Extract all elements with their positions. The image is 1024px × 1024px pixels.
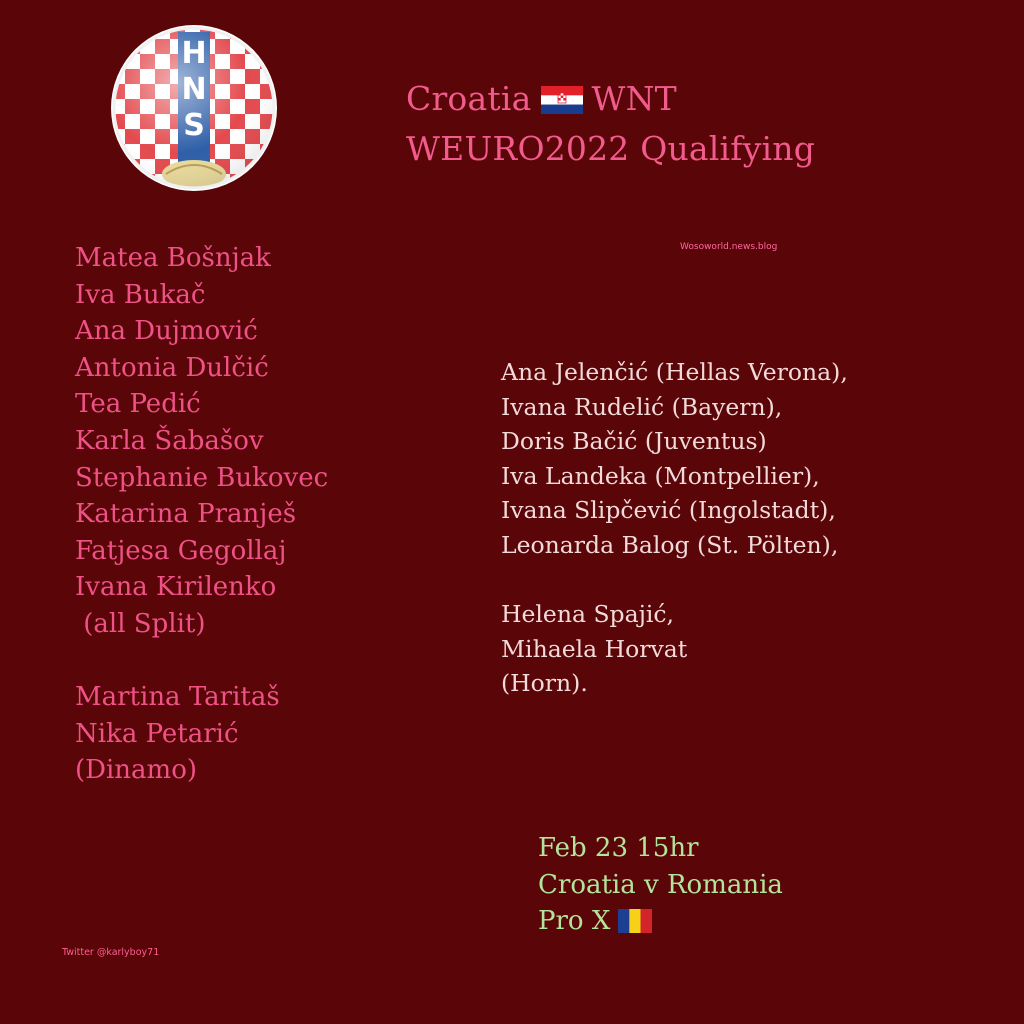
list-item: Ana Dujmović bbox=[75, 316, 258, 347]
list-item: Iva Landeka (Montpellier), bbox=[501, 461, 820, 490]
list-item: Katarina Pranješ bbox=[75, 499, 297, 530]
list-item: Ivana Slipčević (Ingolstadt), bbox=[501, 496, 836, 525]
left-player-list bbox=[75, 240, 328, 789]
list-item: Fatjesa Gegollaj bbox=[75, 535, 287, 566]
right-player-list bbox=[501, 355, 848, 701]
match-info bbox=[538, 830, 783, 940]
watermark: Wosoworld.news.blog bbox=[680, 242, 778, 252]
list-item: Matea Bošnjak bbox=[75, 243, 271, 273]
list-item: Helena Spajić, bbox=[501, 600, 675, 629]
list-item: Ana Jelenčić (Hellas Verona), bbox=[501, 358, 848, 386]
club-note: (Horn). bbox=[501, 669, 588, 698]
romania-flag-icon bbox=[618, 907, 652, 944]
hns-logo bbox=[110, 24, 278, 192]
spacer bbox=[75, 643, 328, 680]
croatia-flag-icon bbox=[541, 80, 583, 126]
match-date: Feb 23 15hr bbox=[538, 833, 699, 863]
club-note: (all Split) bbox=[75, 608, 206, 639]
match-venue-line bbox=[538, 903, 783, 940]
list-item: Stephanie Bukovec bbox=[75, 462, 329, 493]
title-line-2: WEURO2022 Qualifying bbox=[406, 129, 816, 168]
list-item: Ivana Rudelić (Bayern), bbox=[501, 392, 783, 421]
title-team: WNT bbox=[591, 79, 677, 118]
logo-letter: S bbox=[183, 108, 205, 143]
spacer bbox=[501, 563, 848, 598]
title-country: Croatia bbox=[406, 79, 532, 118]
list-item: Tea Pedić bbox=[75, 389, 201, 420]
list-item: Mihaela Horvat bbox=[501, 634, 688, 663]
match-venue: Pro X bbox=[538, 906, 611, 936]
club-note: (Dinamo) bbox=[75, 755, 198, 786]
match-fixture: Croatia v Romania bbox=[538, 869, 783, 900]
list-item: Nika Petarić bbox=[75, 718, 239, 749]
title-line-1 bbox=[406, 76, 815, 126]
list-item: Karla Šabašov bbox=[75, 425, 264, 456]
list-item: Ivana Kirilenko bbox=[75, 572, 277, 603]
list-item: Antonia Dulčić bbox=[75, 352, 269, 383]
page-title bbox=[406, 76, 815, 172]
list-item: Doris Bačić (Juventus) bbox=[501, 427, 767, 456]
list-item: Leonarda Balog (St. Pölten), bbox=[501, 530, 839, 559]
logo-letter: H bbox=[181, 36, 207, 71]
list-item: Martina Taritaš bbox=[75, 682, 280, 713]
list-item: Iva Bukač bbox=[75, 279, 206, 310]
logo-letter: N bbox=[181, 72, 207, 107]
twitter-credit: Twitter @karlyboy71 bbox=[62, 947, 160, 958]
